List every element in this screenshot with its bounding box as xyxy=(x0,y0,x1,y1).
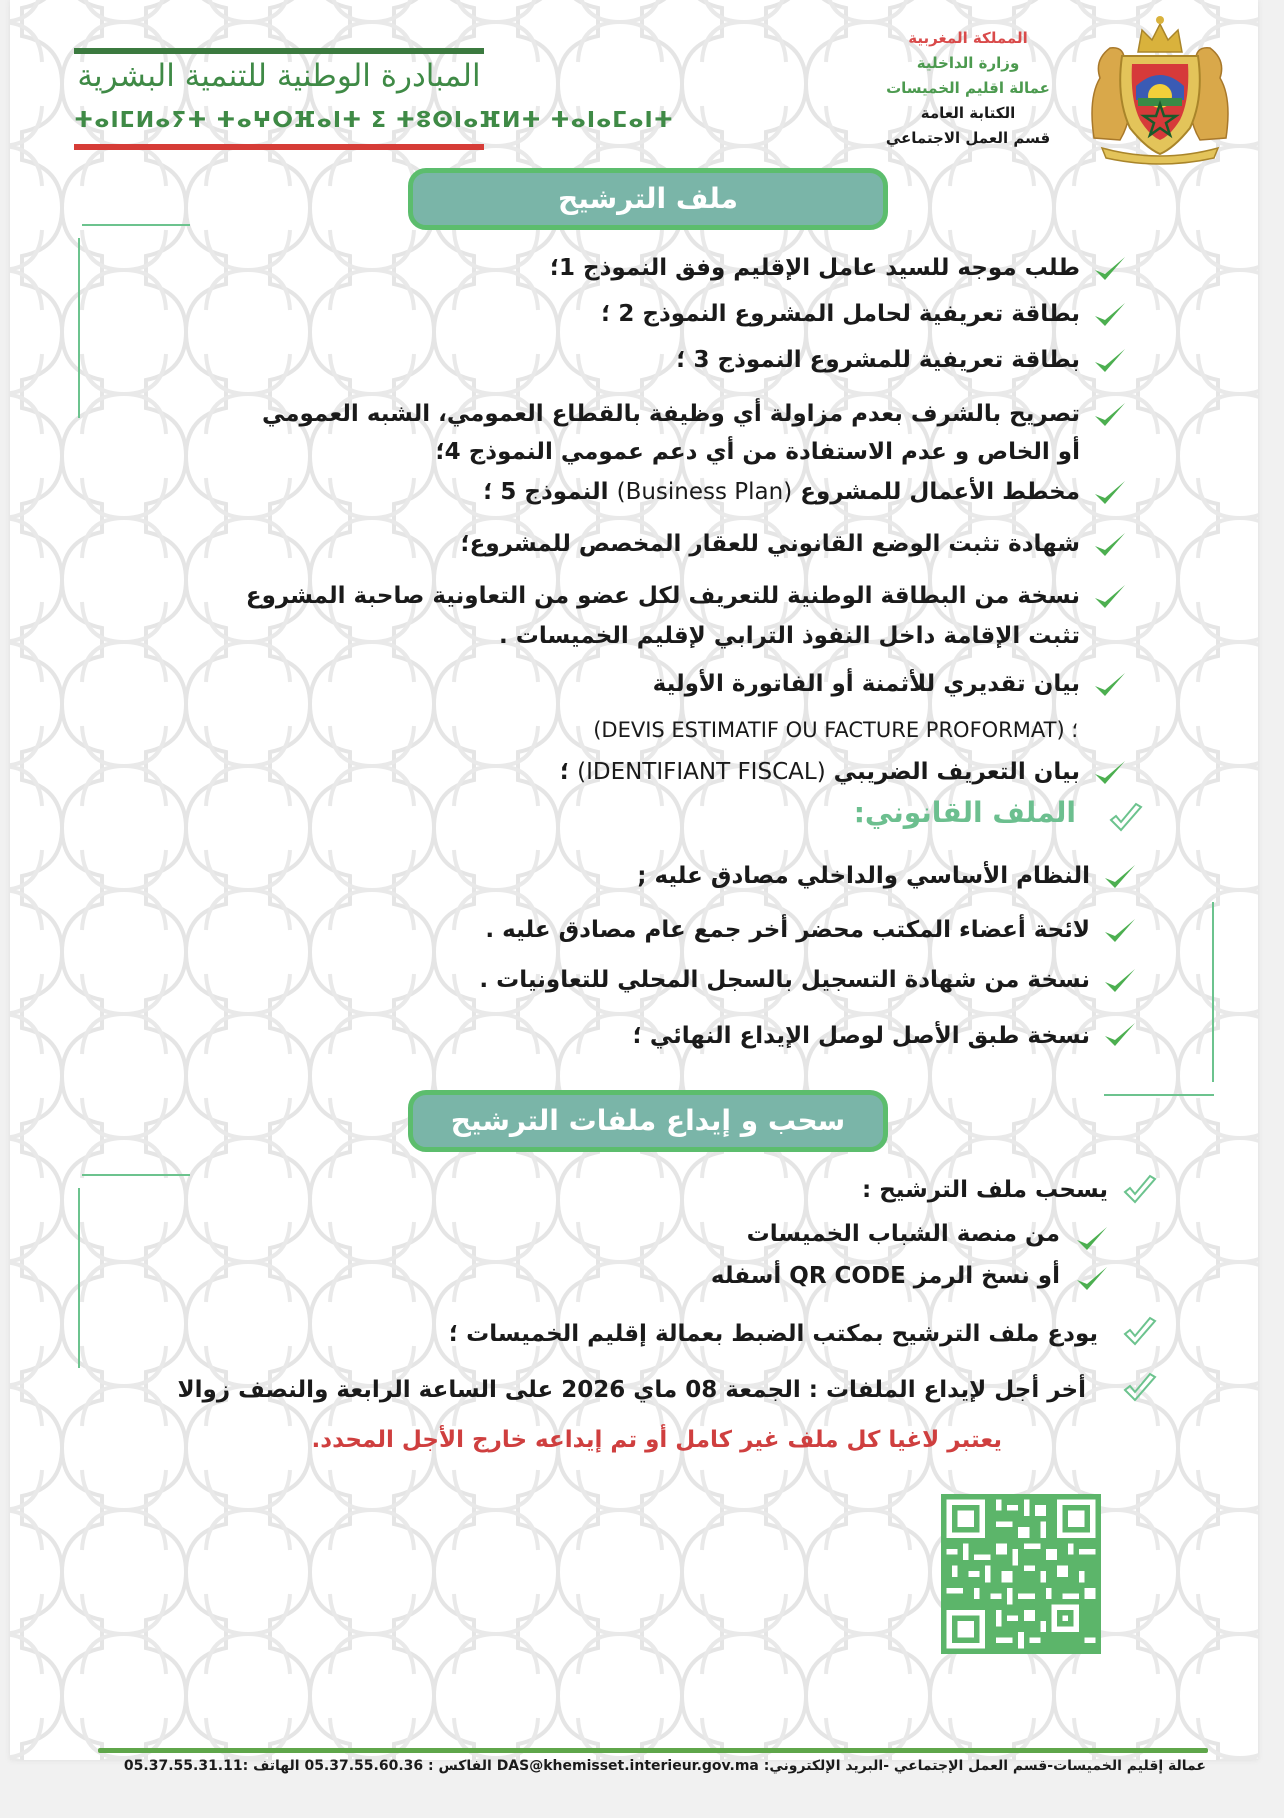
business-plan-model: النموذج 5 ؛ xyxy=(483,479,617,505)
ministry-header xyxy=(878,26,1058,151)
deposit-item: يودع ملف الترشيح بمكتب الضبط بعمالة إقليم الخميسات ؛ xyxy=(448,1321,1098,1347)
legal-file-heading: الملف القانوني: xyxy=(853,796,1076,829)
check-icon xyxy=(1074,1262,1110,1296)
check-icon xyxy=(1102,964,1138,998)
check-icon xyxy=(1074,1222,1110,1256)
royal-crest-icon xyxy=(1080,8,1240,168)
deadline-item: أخر أجل لإيداع الملفات : الجمعة 08 ماي 2026 على الساعة الرابعة والنصف زوالا xyxy=(177,1377,1086,1403)
list-item-honor-declaration: تصريح بالشرف بعدم مزاولة أي وظيفة بالقطاع العمومي، الشبه العمومي xyxy=(261,401,1080,427)
footer-contact: عمالة إقليم الخميسات-قسم العمل الإجتماعي -البريد الإلكتروني: DAS@khemisset.interieur.gov.ma الفاكس : 05.37.55.60.36 الهاتف :05.37.55.31.11 xyxy=(123,1758,1206,1774)
legal-item-registration: نسخة من شهادة التسجيل بالسجل المحلي للتعاونيات . xyxy=(479,967,1090,993)
list-item-request-letter: طلب موجه للسيد عامل الإقليم وفق النموذج 1؛ xyxy=(549,255,1080,281)
document-page xyxy=(10,0,1258,1760)
withdraw-item-qr: أو نسخ الرمز QR CODE أسفله xyxy=(710,1263,1060,1289)
frame-line-bottom xyxy=(1104,1094,1214,1096)
check-icon xyxy=(1092,476,1128,510)
legal-item-statutes: النظام الأساسي والداخلي مصادق عليه ; xyxy=(637,863,1090,889)
list-item-project-card: بطاقة تعريفية للمشروع النموذج 3 ؛ xyxy=(676,347,1080,373)
logo-tifinagh-text: ⵜⴰⵏⵎⵍⴰⵢⵜ ⵜⴰⵖⵔⴼⴰⵏⵜ ⵉ ⵜⵓⵙⵏⴰⴼⵍⵜ ⵜⴰⵏⴰⵎⴰⵏⵜ xyxy=(74,108,674,133)
list-item-national-id: نسخة من البطاقة الوطنية للتعريف لكل عضو من التعاونية صاحبة المشروع xyxy=(245,583,1080,609)
list-item-fiscal-id xyxy=(560,752,1080,792)
ministry-line-province: عمالة اقليم الخميسات xyxy=(886,79,1050,97)
warning-note: يعتبر لاغيا كل ملف غير كامل أو تم إيداعه خارج الأجل المحدد. xyxy=(311,1427,1002,1453)
ministry-line-division: قسم العمل الاجتماعي xyxy=(885,129,1051,147)
business-plan-latin: (Business Plan) xyxy=(616,479,793,505)
ministry-line-secretariat: الكتابة العامة xyxy=(920,104,1016,122)
check-icon xyxy=(1092,668,1128,702)
frame-line-left xyxy=(78,238,80,418)
check-icon xyxy=(1092,398,1128,432)
section-banner-withdraw-deposit: سحب و إيداع ملفات الترشيح xyxy=(408,1090,888,1152)
check-icon xyxy=(1092,298,1128,332)
qr-code-icon[interactable] xyxy=(940,1494,1102,1654)
fiscal-id-latin: (IDENTIFIANT FISCAL) xyxy=(577,759,826,785)
logo-bar-red xyxy=(74,144,484,150)
frame-line-top xyxy=(82,224,190,226)
outline-check-icon xyxy=(1122,1174,1158,1208)
logo-arabic-text: المبادرة الوطنية للتنمية البشرية xyxy=(77,58,481,94)
list-item-estimate: بيان تقديري للأثمنة أو الفاتورة الأولية xyxy=(652,671,1080,697)
indh-logo xyxy=(74,48,674,152)
outline-check-icon xyxy=(1122,1372,1158,1406)
check-icon xyxy=(1092,756,1128,790)
frame-line-top-2 xyxy=(82,1174,190,1176)
check-icon xyxy=(1102,1018,1138,1052)
check-icon xyxy=(1092,528,1128,562)
frame-line-right xyxy=(1212,902,1214,1082)
section-banner-candidacy-file: ملف الترشيح xyxy=(408,168,888,230)
business-plan-text: مخطط الأعمال للمشروع xyxy=(792,479,1080,505)
fiscal-id-text: بيان التعريف الضريبي xyxy=(825,759,1080,785)
outline-check-icon xyxy=(1108,802,1144,836)
legal-item-receipt: نسخة طبق الأصل لوصل الإيداع النهائي ؛ xyxy=(632,1023,1090,1049)
check-icon xyxy=(1102,914,1138,948)
legal-item-board-list: لائحة أعضاء المكتب محضر أخر جمع عام مصادق عليه . xyxy=(485,917,1090,943)
check-icon xyxy=(1092,252,1128,286)
footer-divider xyxy=(98,1748,1208,1753)
withdraw-item-platform: من منصة الشباب الخميسات xyxy=(746,1221,1060,1247)
list-item-business-plan xyxy=(483,472,1080,512)
frame-line-left-2 xyxy=(78,1188,80,1368)
list-item-honor-declaration-line2: أو الخاص و عدم الاستفادة من أي دعم عمومي النموذج 4؛ xyxy=(435,439,1080,465)
outline-check-icon xyxy=(1122,1316,1158,1350)
withdraw-heading: يسحب ملف الترشيح : xyxy=(861,1177,1108,1203)
check-icon xyxy=(1092,580,1128,614)
check-icon xyxy=(1102,860,1138,894)
fiscal-id-end: ؛ xyxy=(559,759,578,785)
list-item-estimate-latin: ؛ (DEVIS ESTIMATIF OU FACTURE PROFORMAT) xyxy=(593,718,1078,742)
ministry-line-kingdom: المملكة المغربية xyxy=(908,29,1028,47)
list-item-national-id-line2: تثبت الإقامة داخل النفوذ الترابي لإقليم الخميسات . xyxy=(499,623,1080,649)
list-item-holder-card: بطاقة تعريفية لحامل المشروع النموذج 2 ؛ xyxy=(601,301,1080,327)
logo-bar-green xyxy=(74,48,484,54)
ministry-line-interior: وزارة الداخلية xyxy=(916,54,1020,72)
list-item-property-certificate: شهادة تثبت الوضع القانوني للعقار المخصص للمشروع؛ xyxy=(460,531,1080,557)
check-icon xyxy=(1092,344,1128,378)
